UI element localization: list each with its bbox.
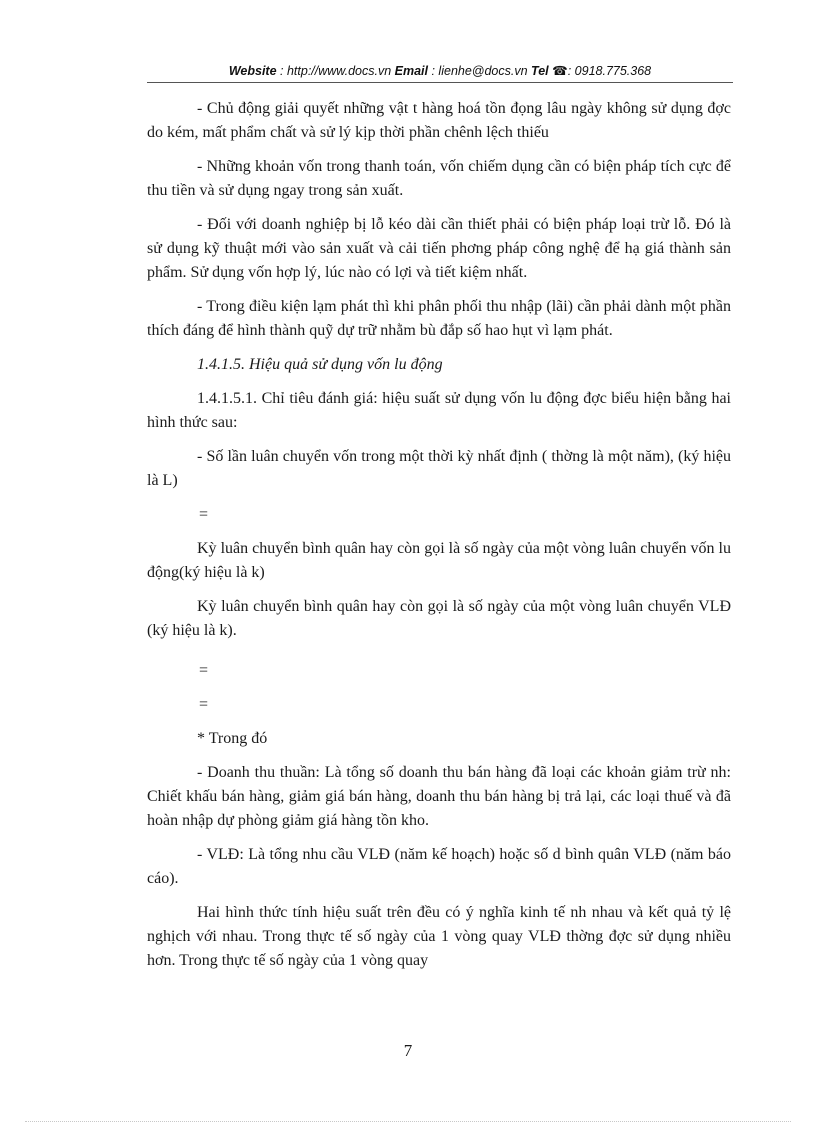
paragraph: Kỳ luân chuyển bình quân hay còn gọi là số ngày của một vòng luân chuyển VLĐ (ký hiệu là k). [147, 598, 731, 639]
paragraph: - VLĐ: Là tổng nhu cầu VLĐ (năm kế hoạch) hoặc số d bình quân VLĐ (năm báo cáo). [147, 846, 731, 887]
phone-icon: ☎ [552, 64, 568, 78]
header-rule [147, 82, 733, 83]
formula-placeholder: = [199, 696, 209, 713]
paragraph: Kỳ luân chuyển bình quân hay còn gọi là số ngày của một vòng luân chuyển vốn lu động(ký hiệu là k) [147, 540, 731, 581]
website-value: : http://www.docs.vn [276, 64, 395, 78]
page-body [147, 97, 731, 973]
paragraph: Hai hình thức tính hiệu suất trên đều có ý nghĩa kinh tế nh nhau và kết quả tỷ lệ nghịch với nhau. Trong thực tế số ngày của 1 vòng quay VLĐ thờng đợc sử dụng nhiều hơn. Trong thực tế số ngày của 1 vòng quay [147, 904, 731, 969]
paragraph: * Trong đó [197, 730, 268, 747]
formula-placeholder: = [199, 662, 209, 679]
page-number: 7 [403, 1041, 413, 1060]
website-label: Website [228, 64, 277, 78]
paragraph: - Những khoản vốn trong thanh toán, vốn chiếm dụng cần có biện pháp tích cực để thu tiền và sử dụng ngay trong sản xuất. [147, 158, 731, 199]
email-label: Email [394, 64, 429, 78]
tel-value: : 0918.775.368 [567, 64, 652, 78]
footer-divider [25, 1121, 791, 1122]
paragraph: 1.4.1.5.1. Chỉ tiêu đánh giá: hiệu suất sử dụng vốn lu động đợc biểu hiện bằng hai hình thức sau: [147, 390, 731, 431]
paragraph: - Đối với doanh nghiệp bị lỗ kéo dài cần thiết phải có biện pháp loại trừ lỗ. Đó là sử dụng kỹ thuật mới vào sản xuất và cải tiến phơng pháp công nghệ để hạ giá thành sản phẩm. Sử dụng vốn hợp lý, lúc nào có lợi và tiết kiệm nhất. [147, 216, 731, 281]
paragraph: - Số lần luân chuyển vốn trong một thời kỳ nhất định ( thờng là một năm), (ký hiệu là L) [147, 448, 731, 489]
page-header [147, 63, 733, 78]
formula-placeholder: = [199, 506, 209, 523]
email-value: : lienhe@docs.vn [428, 64, 532, 78]
paragraph: - Doanh thu thuần: Là tổng số doanh thu bán hàng đã loại các khoản giảm trừ nh: Chiết khấu bán hàng, giảm giá bán hàng, doanh thu bán hàng bị trả lại, các loại thuế và đã hoàn nhập dự phòng giảm giá hàng tồn kho. [147, 764, 731, 829]
paragraph: - Trong điều kiện lạm phát thì khi phân phối thu nhập (lãi) cần phải dành một phần thích đáng để hình thành quỹ dự trữ nhằm bù đắp số hao hụt vì lạm phát. [147, 298, 731, 339]
section-heading: 1.4.1.5. Hiệu quả sử dụng vốn lu động [197, 356, 443, 373]
paragraph: - Chủ động giải quyết những vật t hàng hoá tồn đọng lâu ngày không sử dụng đợc do kém, mất phẩm chất và sử lý kịp thời phần chênh lệch thiếu [147, 100, 731, 141]
tel-label: Tel [531, 64, 549, 78]
